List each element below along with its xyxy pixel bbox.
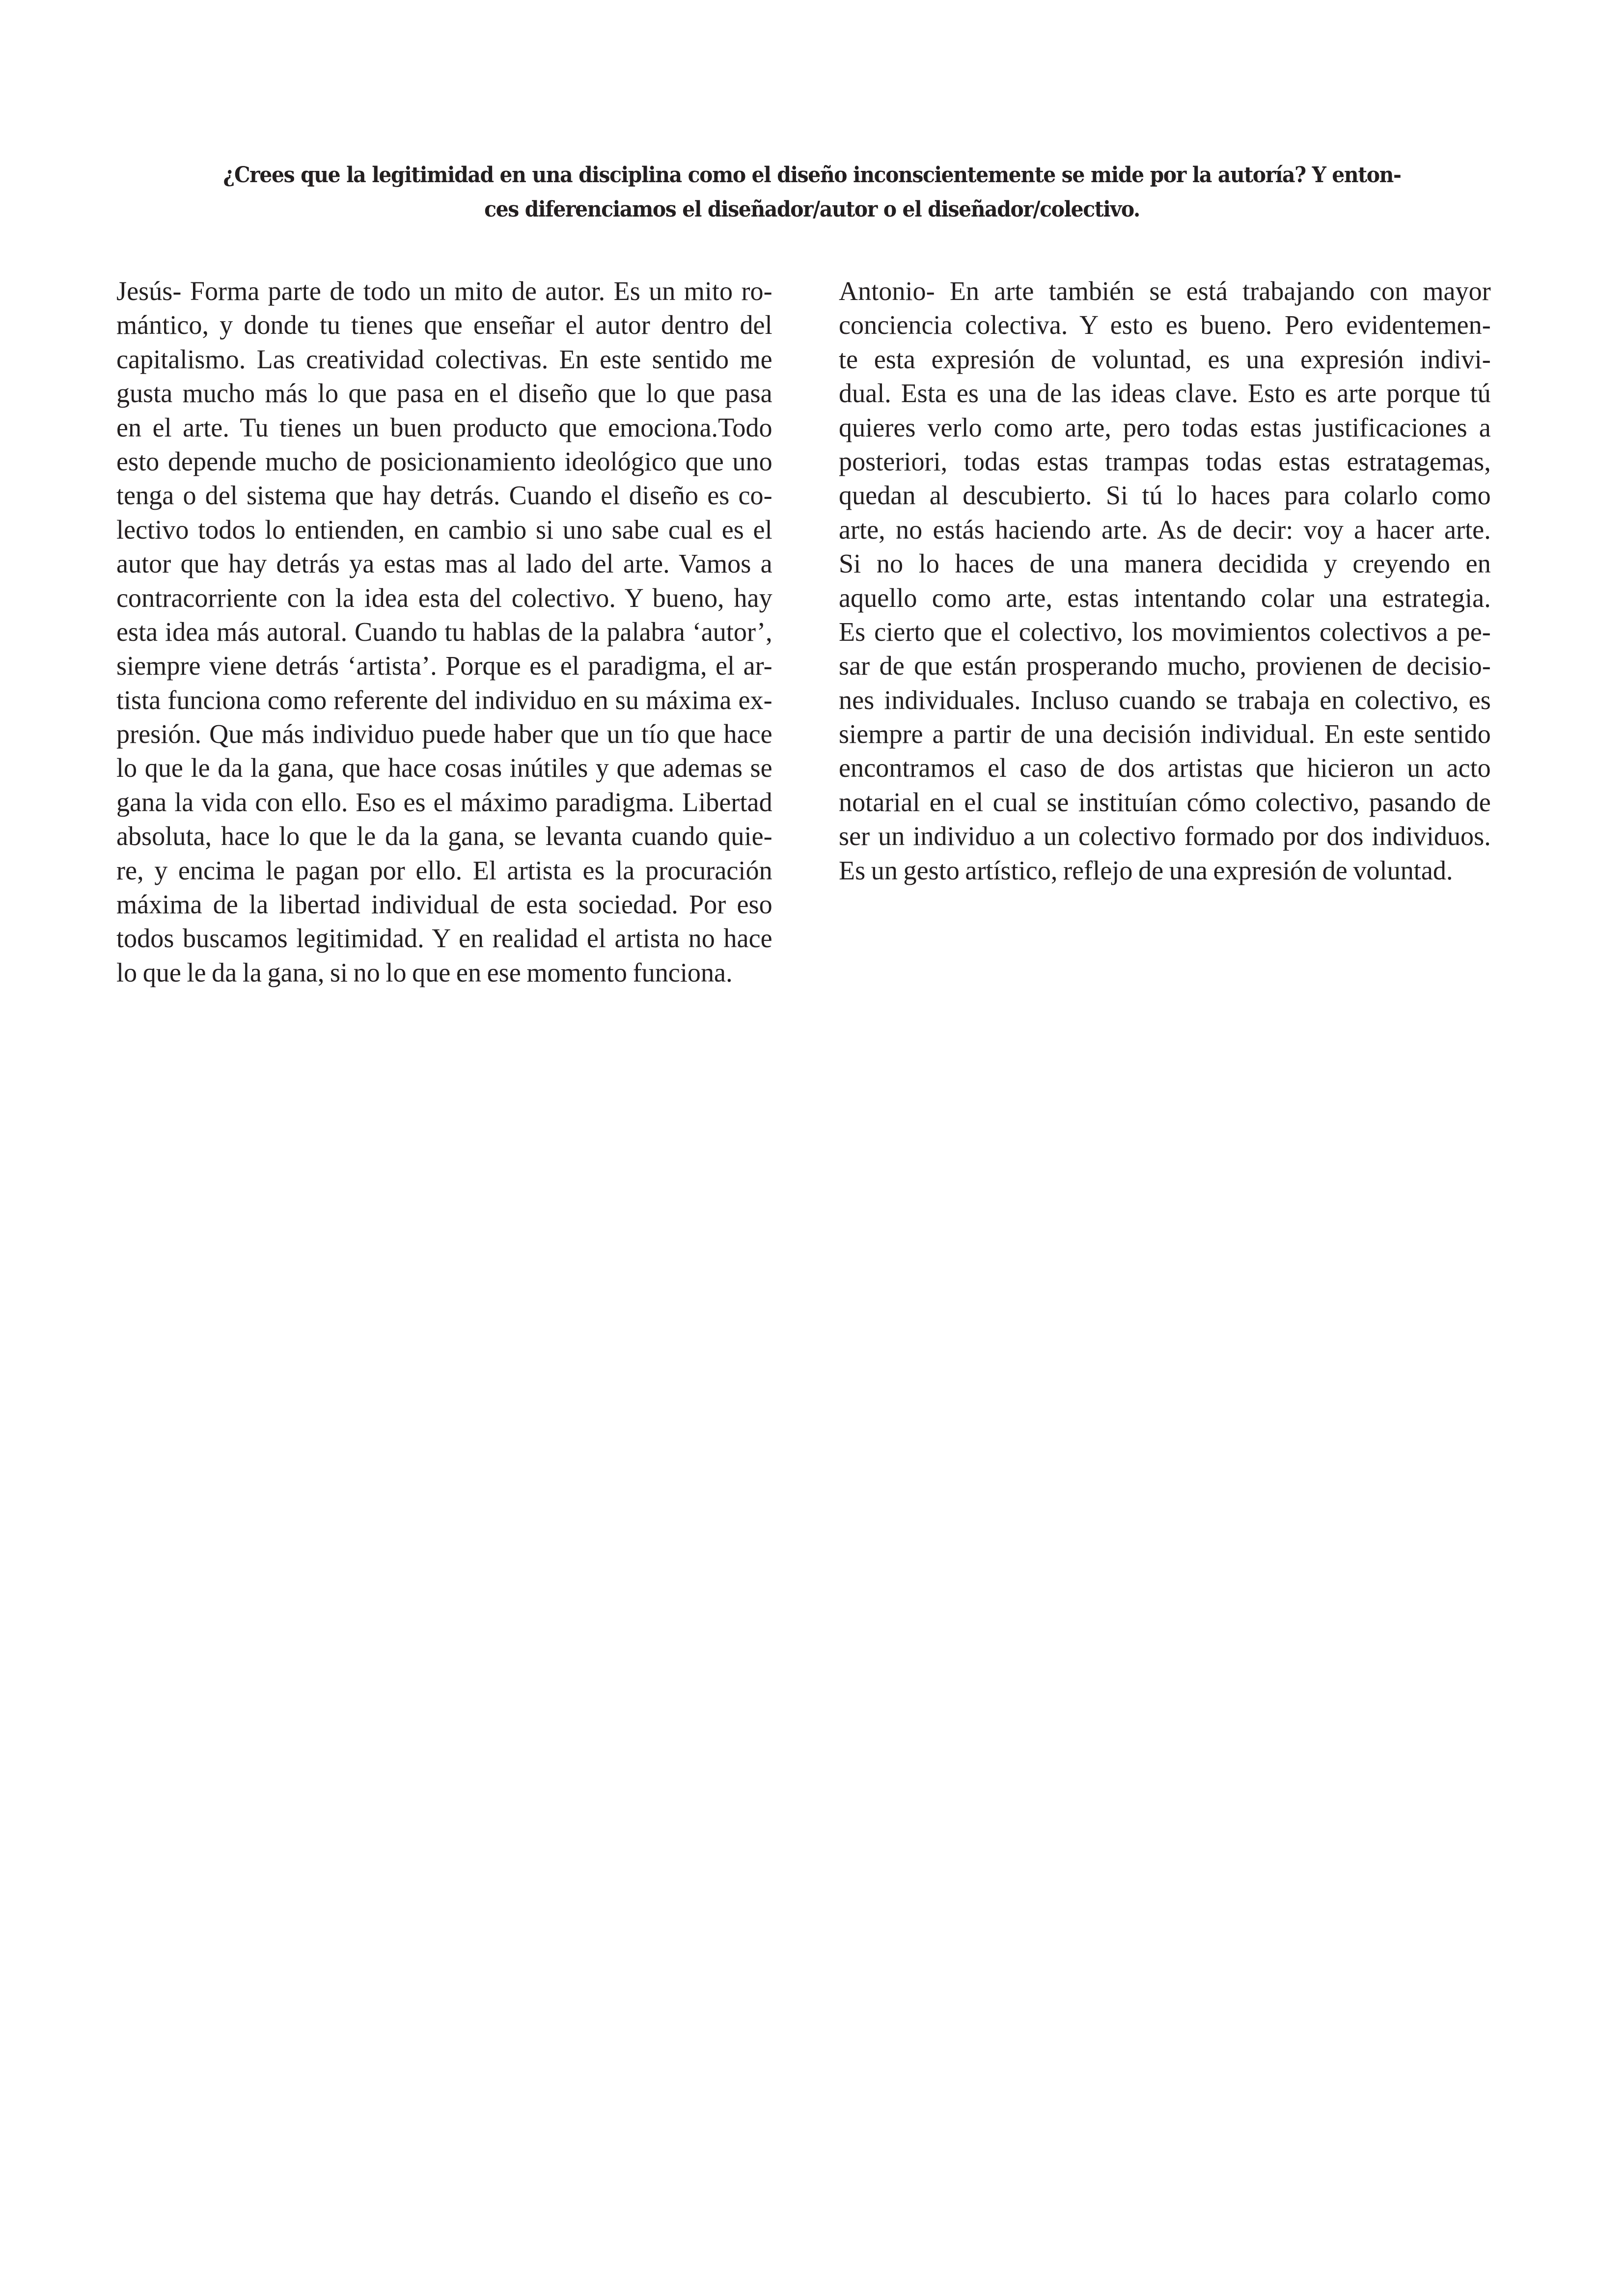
heading-line: ¿Crees que la legitimidad en una disciplina como el diseño inconscientemente se mide por la autoría? Y enton- (223, 163, 1401, 188)
paragraph-line (839, 853, 1501, 887)
paragraph-line-text: nes individuales. Incluso cuando se trabaja en colectivo, es (839, 684, 1491, 715)
paragraph-line-text: mántico, y donde tu tienes que enseñar el autor dentro del (116, 310, 772, 340)
paragraph-line (839, 478, 1501, 512)
paragraph-line (116, 956, 782, 989)
paragraph-line-text: esto depende mucho de posicionamiento ideológico que uno (116, 446, 772, 476)
paragraph-line (116, 853, 782, 887)
paragraph-line (839, 444, 1501, 478)
paragraph-line-text: arte, no estás haciendo arte. As de decir: voy a hacer arte. (839, 514, 1491, 545)
paragraph-line (839, 819, 1501, 853)
paragraph-line-text: encontramos el caso de dos artistas que hicieron un acto (839, 753, 1491, 783)
paragraph-line-text: sar de que están prosperando mucho, provienen de decisio- (839, 651, 1491, 681)
paragraph-line-text: esta idea más autoral. Cuando tu hablas de la palabra ‘autor’, (116, 616, 772, 647)
paragraph-line-text: todos buscamos legitimidad. Y en realidad el artista no hace (116, 923, 772, 954)
paragraph-line-text: contracorriente con la idea esta del colectivo. Y bueno, hay (116, 582, 772, 613)
paragraph-line-text: lo que le da la gana, si no lo que en ese momento funciona. (116, 957, 733, 987)
paragraph-line-text: gusta mucho más lo que pasa en el diseño que lo que pasa (116, 378, 772, 409)
paragraph-line (116, 921, 782, 955)
paragraph-line-text: Si no lo haces de una manera decidida y creyendo en (839, 548, 1491, 579)
paragraph-line (839, 274, 1501, 308)
paragraph-line-text: conciencia colectiva. Y esto es bueno. Pero evidentemen- (839, 310, 1491, 340)
paragraph-line-text: aquello como arte, estas intentando colar una estrategia. (839, 582, 1491, 613)
paragraph-line-text: notarial en el cual se instituían cómo colectivo, pasando de (839, 787, 1491, 817)
paragraph-line (116, 581, 782, 615)
paragraph-line (839, 717, 1501, 751)
paragraph-line (839, 683, 1501, 717)
paragraph-line (116, 649, 782, 683)
answer-column-jesus (116, 274, 782, 989)
paragraph-line (839, 410, 1501, 444)
paragraph-line (839, 581, 1501, 615)
paragraph-line (839, 342, 1501, 376)
paragraph-line-text: quieres verlo como arte, pero todas estas justificaciones a (839, 412, 1491, 442)
paragraph-line-text: siempre viene detrás ‘artista’. Porque es el paradigma, el ar- (116, 651, 772, 681)
paragraph-line-text: en el arte. Tu tienes un buen producto que emociona.Todo (116, 412, 772, 442)
paragraph-line-text: presión. Que más individuo puede haber que un tío que hace (116, 719, 772, 749)
paragraph-line (116, 274, 782, 308)
paragraph-line (839, 376, 1501, 410)
paragraph-line (116, 308, 782, 342)
paragraph-line-text: quedan al descubierto. Si tú lo haces para colarlo como (839, 480, 1491, 511)
paragraph-line (839, 751, 1501, 785)
paragraph-line-text: absoluta, hace lo que le da la gana, se levanta cuando quie- (116, 821, 772, 851)
paragraph-line-text: te esta expresión de voluntad, es una expresión indivi- (839, 344, 1491, 374)
paragraph-line (116, 444, 782, 478)
paragraph-line-text: dual. Esta es una de las ideas clave. Esto es arte porque tú (839, 378, 1491, 409)
paragraph-line-text: Es un gesto artístico, reflejo de una expresión de voluntad. (839, 855, 1453, 885)
paragraph-line (116, 513, 782, 547)
paragraph-line (116, 683, 782, 717)
paragraph-line (116, 717, 782, 751)
paragraph-line (116, 785, 782, 819)
paragraph-line (116, 376, 782, 410)
paragraph-line (116, 887, 782, 921)
paragraph-line-text: Es cierto que el colectivo, los movimientos colectivos a pe- (839, 616, 1491, 647)
paragraph-line (116, 751, 782, 785)
paragraph-line (116, 410, 782, 444)
paragraph-line-text: autor que hay detrás ya estas mas al lado del arte. Vamos a (116, 548, 772, 579)
paragraph-line-text: máxima de la libertad individual de esta sociedad. Por eso (116, 889, 772, 920)
paragraph-line-text: siempre a partir de una decisión individual. En este sentido (839, 719, 1491, 749)
paragraph-line (116, 547, 782, 580)
paragraph-line-text: Antonio- En arte también se está trabajando con mayor (839, 276, 1491, 306)
question-heading (148, 158, 1476, 227)
paragraph-line-text: Jesús- Forma parte de todo un mito de autor. Es un mito ro- (116, 276, 772, 306)
paragraph-line-text: lectivo todos lo entienden, en cambio si uno sabe cual es el (116, 514, 772, 545)
paragraph-line (839, 615, 1501, 649)
paragraph-line-text: gana la vida con ello. Eso es el máximo paradigma. Libertad (116, 787, 772, 817)
paragraph-line (839, 547, 1501, 580)
paragraph-line (839, 308, 1501, 342)
heading-line: ces diferenciamos el diseñador/autor o el diseñador/colectivo. (484, 197, 1140, 222)
paragraph-line (116, 342, 782, 376)
paragraph-line (116, 478, 782, 512)
paragraph-line (839, 649, 1501, 683)
paragraph-line-text: tista funciona como referente del individuo en su máxima ex- (116, 684, 772, 715)
paragraph-line-text: tenga o del sistema que hay detrás. Cuando el diseño es co- (116, 480, 772, 511)
paragraph-line (116, 819, 782, 853)
paragraph-line (839, 785, 1501, 819)
answer-column-antonio (839, 274, 1501, 887)
paragraph-line-text: lo que le da la gana, que hace cosas inútiles y que ademas se (116, 753, 772, 783)
paragraph-line-text: capitalismo. Las creatividad colectivas. En este sentido me (116, 344, 772, 374)
paragraph-line-text: posteriori, todas estas trampas todas estas estratagemas, (839, 446, 1491, 476)
paragraph-line (839, 513, 1501, 547)
paragraph-line-text: re, y encima le pagan por ello. El artista es la procuración (116, 855, 772, 885)
paragraph-line-text: ser un individuo a un colectivo formado por dos individuos. (839, 821, 1491, 851)
paragraph-line (116, 615, 782, 649)
